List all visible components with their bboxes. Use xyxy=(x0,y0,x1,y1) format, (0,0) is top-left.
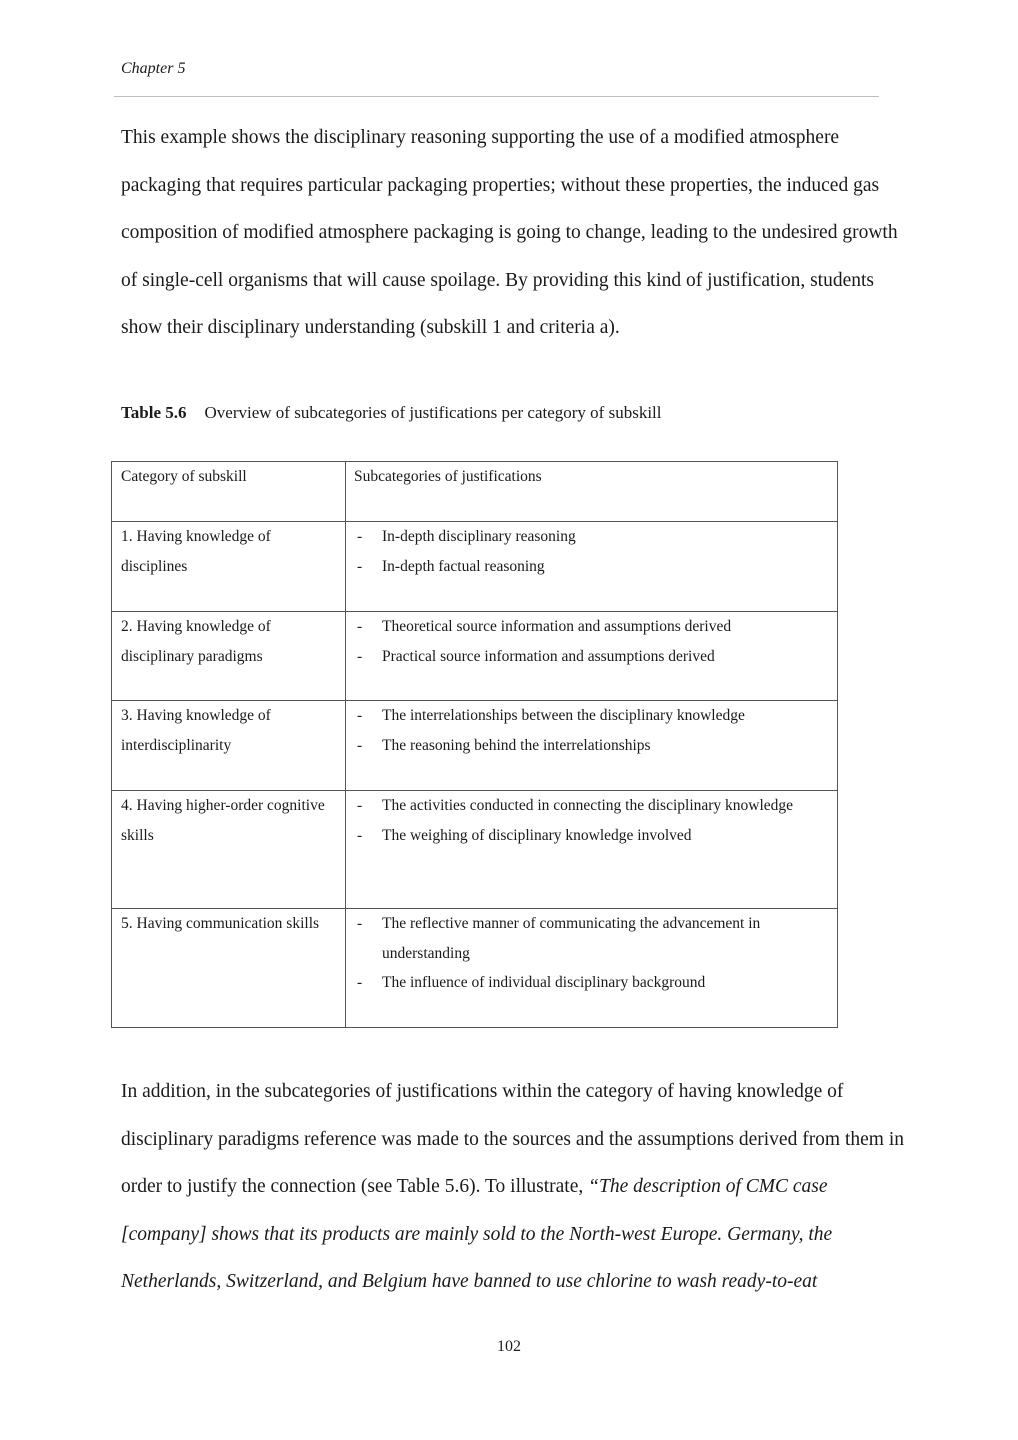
subcategory-item: - The interrelationships between the disciplinary knowledge xyxy=(354,701,829,731)
chapter-header: Chapter 5 xyxy=(121,60,186,77)
subcategory-list xyxy=(354,612,829,671)
table-caption xyxy=(121,403,662,423)
subcategory-list xyxy=(354,909,829,998)
header-divider xyxy=(114,96,879,97)
header-cell-category xyxy=(112,462,346,522)
subcategories-cell xyxy=(346,791,838,909)
body-paragraph-1: This example shows the disciplinary reasoning supporting the use of a modified atmosphere packaging that requires particular packaging properties; without these properties, the induced gas composition of modified atmosphere packaging is going to change, leading to the undesired growth of single-cell organisms that will cause spoilage. By providing this kind of justification, students show their disciplinary understanding (subskill 1 and criteria a). xyxy=(121,127,898,338)
subcategories-cell xyxy=(346,909,838,1028)
subcategory-item: - Practical source information and assumptions derived xyxy=(354,642,829,672)
subcategory-item: - The reasoning behind the interrelationships xyxy=(354,731,829,761)
paragraph-2-quote: “The description of CMC case [company] shows that its products are mainly sold to the North-west Europe. Germany, the Netherlands, Switzerland, and Belgium have banned to use chlorine to wash ready-to-eat xyxy=(121,1176,833,1292)
category-text: 3. Having knowledge of interdisciplinarity xyxy=(121,707,271,754)
page-number: 102 xyxy=(497,1338,521,1355)
category-text: 2. Having knowledge of disciplinary paradigms xyxy=(121,618,271,665)
subcategories-cell xyxy=(346,612,838,701)
subcategory-list xyxy=(354,791,829,850)
category-cell xyxy=(112,791,346,909)
body-paragraph-2 xyxy=(121,1068,906,1306)
subcategory-list xyxy=(354,522,829,581)
subcategory-list xyxy=(354,701,829,760)
subcategory-item: - The influence of individual disciplinary background xyxy=(354,968,829,998)
paragraph-2-text: In addition, in the subcategories of justifications within the category of having knowledge of disciplinary paradigms reference was made to the sources and the assumptions derived from them in order to justify the connection (see Table 5.6). To illustrate, xyxy=(121,1081,905,1197)
subcategories-cell xyxy=(346,701,838,791)
table-row xyxy=(112,909,838,1028)
subcategory-item: - The weighing of disciplinary knowledge involved xyxy=(354,821,829,851)
subcategories-table xyxy=(111,461,838,1028)
table-caption-label: Table 5.6 xyxy=(121,403,187,422)
header-subcategories-text: Subcategories of justifications xyxy=(354,468,542,485)
subcategory-item: - In-depth disciplinary reasoning xyxy=(354,522,829,552)
table-row xyxy=(112,522,838,612)
table-header-row xyxy=(112,462,838,522)
subcategory-item: - In-depth factual reasoning xyxy=(354,552,829,582)
table-row xyxy=(112,612,838,701)
category-cell xyxy=(112,522,346,612)
category-cell xyxy=(112,909,346,1028)
category-text: 4. Having higher-order cognitive skills xyxy=(121,797,325,844)
category-cell xyxy=(112,701,346,791)
header-category-text: Category of subskill xyxy=(121,468,247,485)
subcategory-item: - The activities conducted in connecting the disciplinary knowledge xyxy=(354,791,829,821)
subcategory-item: - The reflective manner of communicating the advancement in understanding xyxy=(354,909,829,968)
table-row xyxy=(112,791,838,909)
category-text: 5. Having communication skills xyxy=(121,915,320,932)
table-caption-text: Overview of subcategories of justifications per category of subskill xyxy=(204,403,662,422)
category-cell xyxy=(112,612,346,701)
table-row xyxy=(112,701,838,791)
subcategory-item: - Theoretical source information and assumptions derived xyxy=(354,612,829,642)
subcategories-cell xyxy=(346,522,838,612)
header-cell-subcategories xyxy=(346,462,838,522)
category-text: 1. Having knowledge of disciplines xyxy=(121,528,271,575)
